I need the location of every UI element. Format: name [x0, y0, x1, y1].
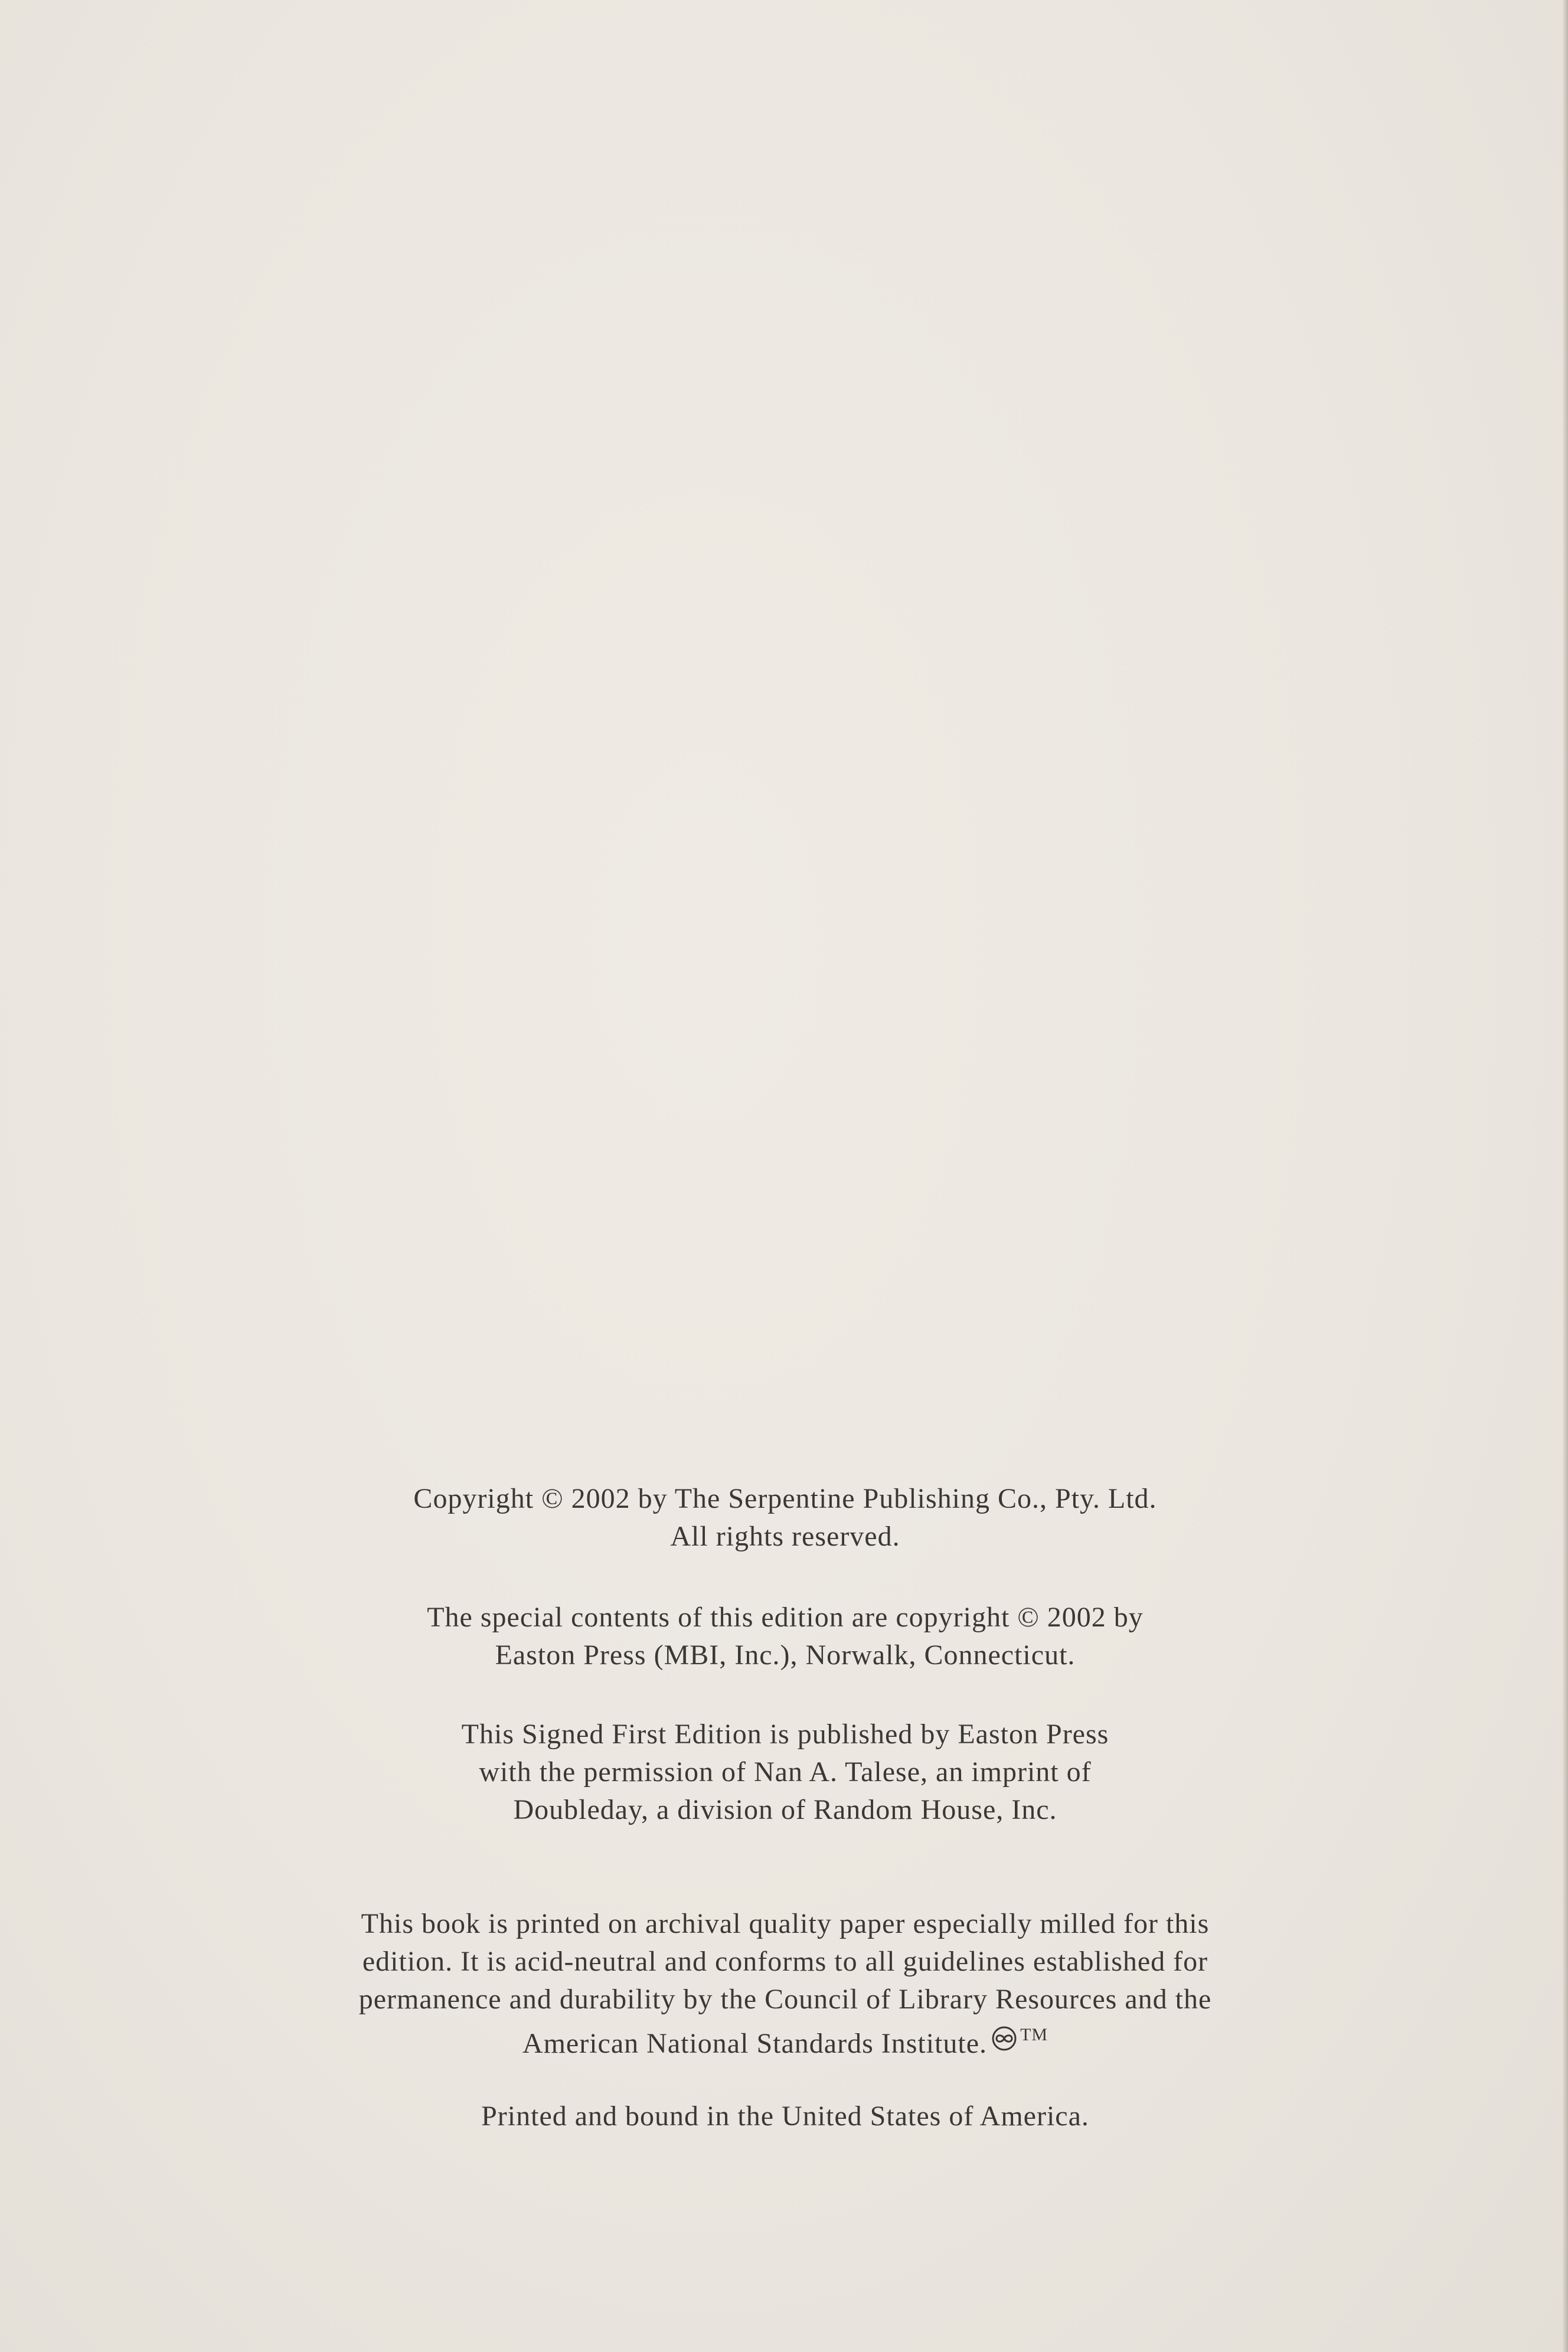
paper-line-4: [272, 2018, 1299, 2065]
special-contents-notice: [272, 1599, 1299, 1674]
trademark-symbol: TM: [1020, 2025, 1048, 2044]
rights-reserved-line: All rights reserved.: [670, 1521, 900, 1552]
special-contents-line-1: The special contents of this edition are copyright © 2002 by: [427, 1602, 1144, 1633]
printed-notice: [272, 2098, 1299, 2135]
edition-line-3: Doubleday, a division of Random House, Inc.: [513, 1794, 1057, 1825]
paper-line-2: edition. It is acid-neutral and conforms to all guidelines established for: [362, 1946, 1208, 1977]
edition-line-1: This Signed First Edition is published by Easton Press: [461, 1719, 1109, 1750]
special-contents-line-2: Easton Press (MBI, Inc.), Norwalk, Connecticut.: [495, 1639, 1076, 1671]
printed-line: Printed and bound in the United States of America.: [481, 2101, 1089, 2132]
edition-line-2: with the permission of Nan A. Talese, an imprint of: [479, 1756, 1092, 1788]
paper-line-3: permanence and durability by the Council of Library Resources and the: [358, 1984, 1212, 2015]
paper-notice: [272, 1905, 1299, 2065]
paper-line-1: This book is printed on archival quality paper especially milled for this: [361, 1908, 1210, 1939]
copyright-notice: [272, 1480, 1299, 1556]
edition-notice: [272, 1716, 1299, 1829]
paper-line-4-text: American National Standards Institute.: [522, 2028, 988, 2059]
copyright-line: Copyright © 2002 by The Serpentine Publishing Co., Pty. Ltd.: [413, 1483, 1157, 1514]
infinity-in-circle-icon: [989, 2024, 1019, 2062]
